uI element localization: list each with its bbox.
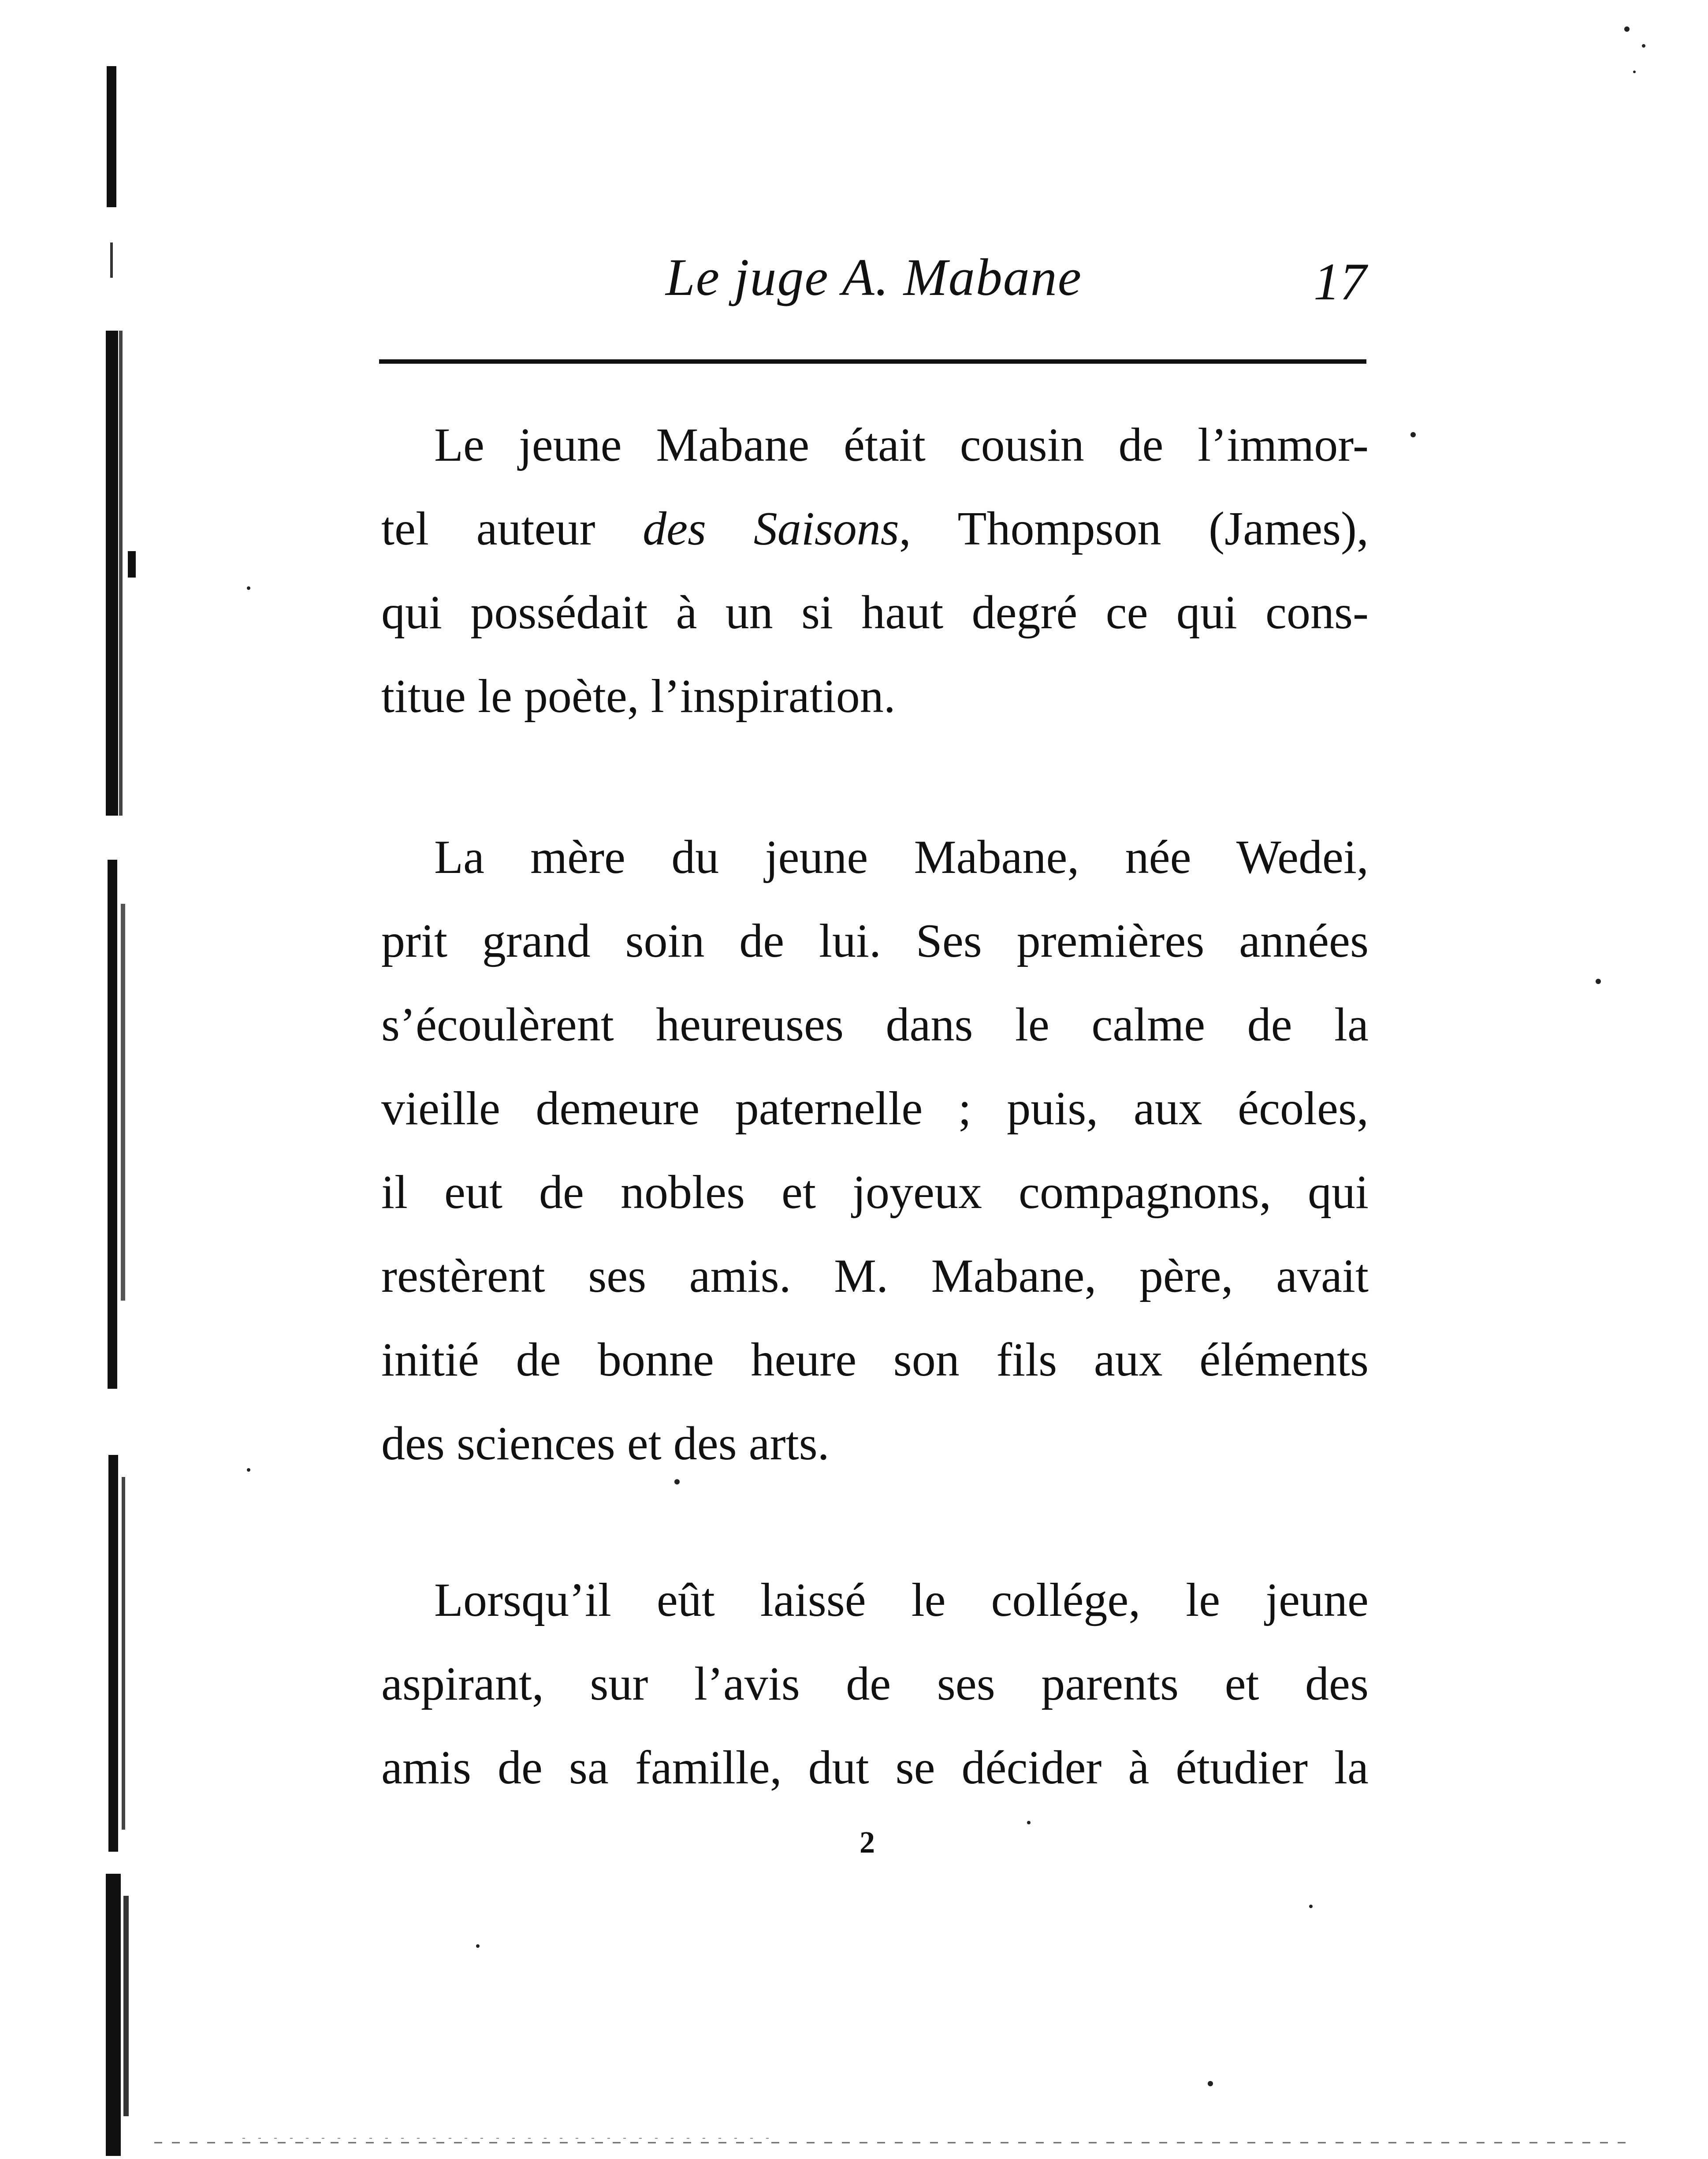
text-line [381, 1402, 1369, 1486]
line-text: des sciences et des arts. [381, 1417, 830, 1470]
speck [1208, 2081, 1213, 2086]
line-text: tel auteur des Saisons, Thompson (James), [381, 503, 1369, 555]
text-line [381, 1642, 1369, 1726]
header-rule [379, 359, 1366, 364]
text-line [381, 1151, 1369, 1234]
line-text: amis de sa famille, dut se décider à étudier la [381, 1741, 1369, 1794]
line-text: La mère du jeune Mabane, née Wedei, [434, 831, 1369, 884]
line-text: Lorsqu’il eût laissé le collége, le jeune [434, 1574, 1369, 1626]
line-text: titue le poète, l’inspiration. [381, 670, 896, 723]
text-line [381, 983, 1369, 1067]
text-line [381, 1318, 1369, 1402]
line-text: s’écoulèrent heureuses dans le calme de la [381, 999, 1369, 1051]
line-text: initié de bonne heure son fils aux éléments [381, 1334, 1369, 1386]
text-line [381, 1559, 1369, 1642]
line-text: restèrent ses amis. M. Mabane, père, avait [381, 1250, 1369, 1302]
signature-mark: 2 [860, 1826, 875, 1860]
paragraph-1 [381, 403, 1369, 738]
text-line [381, 899, 1369, 983]
line-text: Le jeune Mabane était cousin de l’immor- [434, 419, 1369, 471]
line-text: il eut de nobles et joyeux compagnons, qui [381, 1166, 1369, 1219]
speck [1596, 979, 1601, 984]
text-line [381, 816, 1369, 899]
bottom-edge [154, 2134, 1631, 2147]
paragraph-2 [381, 816, 1369, 1486]
line-text: prit grand soin de lui. Ses premières années [381, 915, 1369, 967]
page-corner-specks [1620, 18, 1655, 88]
text-line [381, 1067, 1369, 1151]
page-number: 17 [1314, 252, 1366, 311]
speck [247, 586, 250, 590]
text-line [381, 487, 1369, 571]
running-title: Le juge A. Mabane [666, 248, 1082, 306]
speck [476, 1944, 480, 1948]
work-title-italic: des Saisons [643, 503, 899, 555]
speck [247, 1468, 250, 1472]
speck [1027, 1821, 1031, 1824]
text-line [381, 1234, 1369, 1318]
paragraph-3 [381, 1559, 1369, 1810]
text-line [381, 655, 1369, 738]
speck [674, 1479, 680, 1484]
line-text: vieille demeure paternelle ; puis, aux écoles, [381, 1082, 1369, 1135]
line-text: aspirant, sur l’avis de ses parents et des [381, 1658, 1369, 1710]
running-head [379, 247, 1366, 309]
speck [1309, 1905, 1313, 1908]
text-line [381, 403, 1369, 487]
line-text: qui possédait à un si haut degré ce qui cons- [381, 586, 1369, 639]
text-line [381, 1726, 1369, 1810]
speck [1410, 432, 1416, 437]
text-line [381, 571, 1369, 655]
binding-edge [101, 66, 159, 2156]
